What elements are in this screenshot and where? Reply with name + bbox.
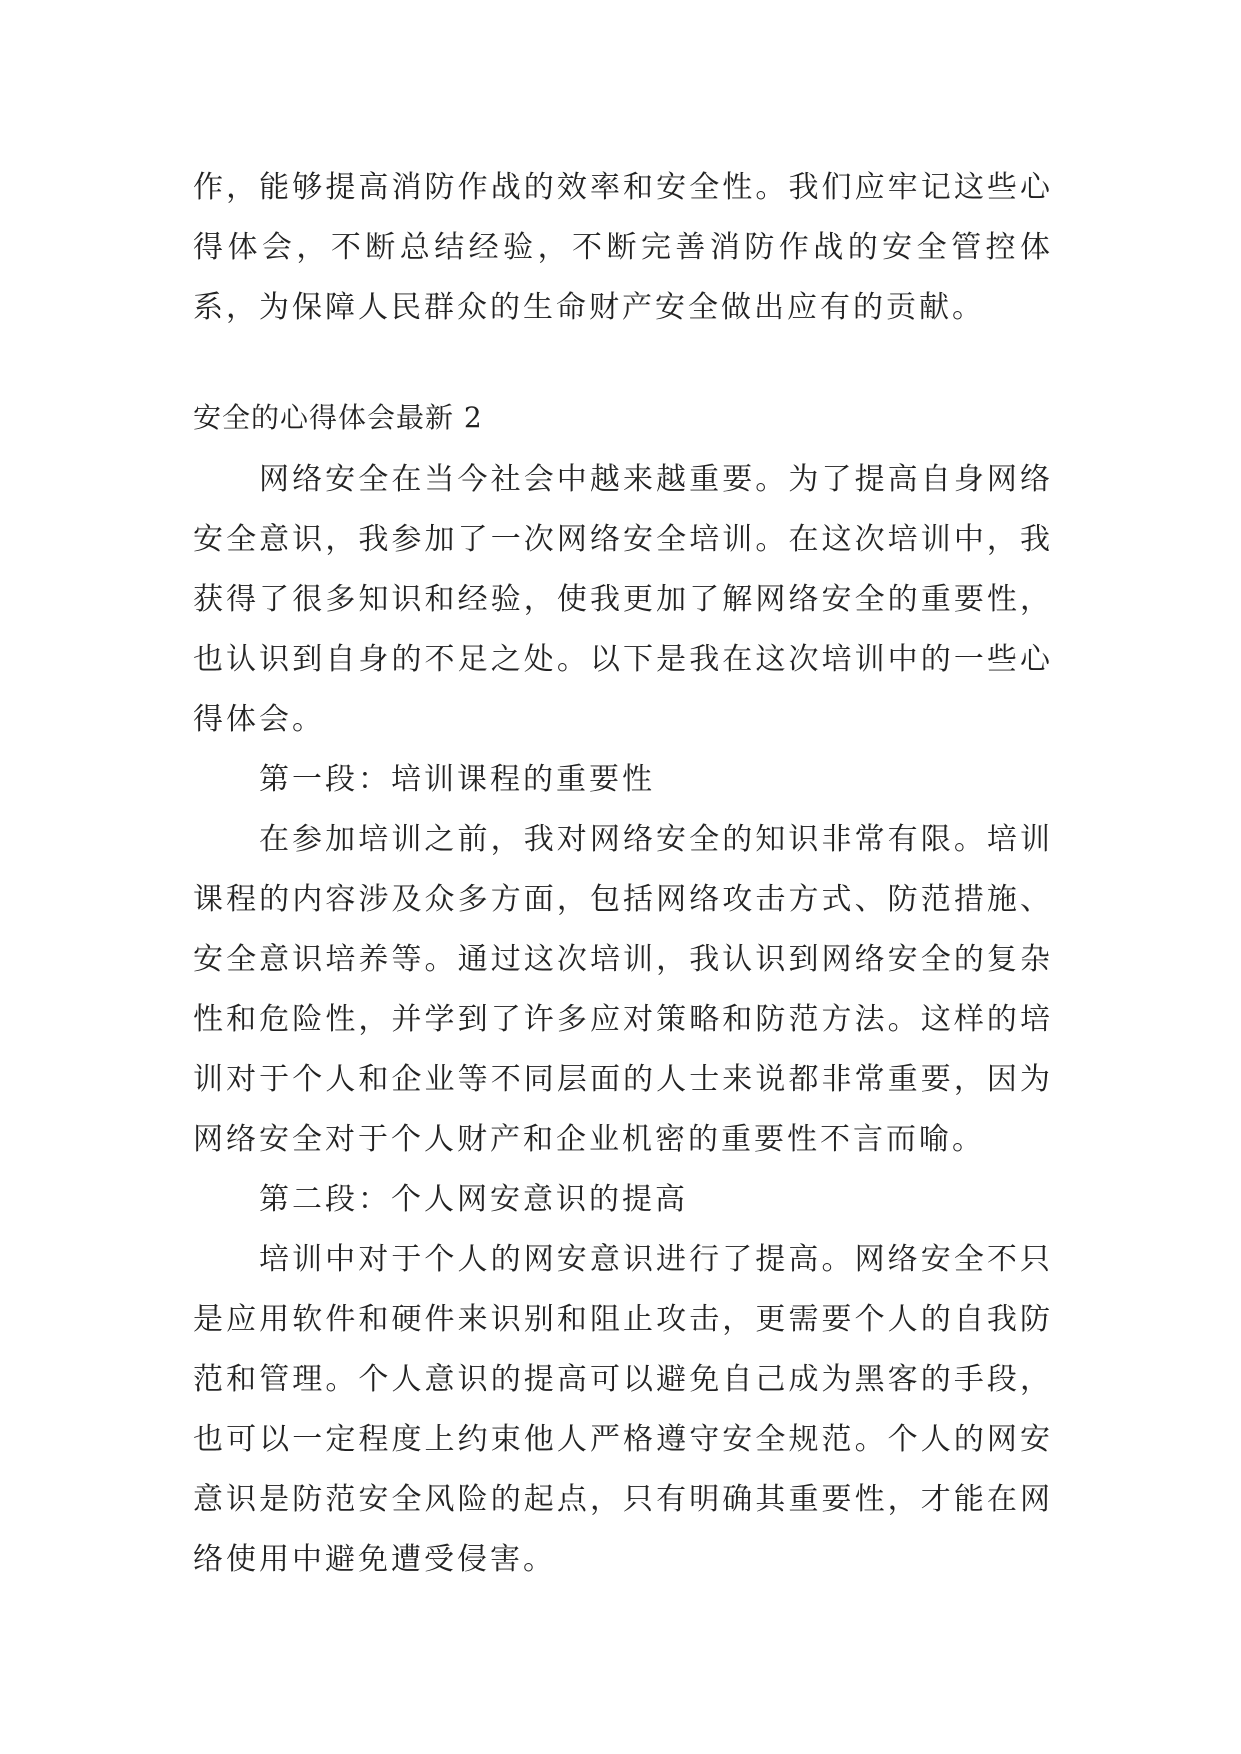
body-paragraph: 网络安全在当今社会中越来越重要。为了提高自身网络安全意识，我参加了一次网络安全培训。在这次培训中，我获得了很多知识和经验，使我更加了解网络安全的重要性，也认识到自身的不足之处。以下是我在这次培训中的一些心得体会。 [193, 462, 1053, 737]
intro-block [193, 158, 1053, 338]
section-title: 安全的心得体会最新 2 [193, 401, 483, 434]
body-paragraph: 在参加培训之前，我对网络安全的知识非常有限。培训课程的内容涉及众多方面，包括网络攻击方式、防范措施、安全意识培养等。通过这次培训，我认识到网络安全的复杂性和危险性，并学到了许多应对策略和防范方法。这样的培训对于个人和企业等不同层面的人士来说都非常重要，因为网络安全对于个人财产和企业机密的重要性不言而喻。 [193, 822, 1053, 1157]
intro-paragraph: 作，能够提高消防作战的效率和安全性。我们应牢记这些心得体会，不断总结经验，不断完善消防作战的安全管控体系，为保障人民群众的生命财产安全做出应有的贡献。 [193, 170, 1053, 325]
subheading-2: 第二段：个人网安意识的提高 [259, 1182, 688, 1217]
body-paragraph: 培训中对于个人的网安意识进行了提高。网络安全不只是应用软件和硬件来识别和阻止攻击，更需要个人的自我防范和管理。个人意识的提高可以避免自己成为黑客的手段，也可以一定程度上约束他人严格遵守安全规范。个人的网安意识是防范安全风险的起点，只有明确其重要性，才能在网络使用中避免遭受侵害。 [193, 1242, 1053, 1577]
subheading-1: 第一段：培训课程的重要性 [259, 762, 655, 797]
section-block [193, 392, 1053, 1590]
